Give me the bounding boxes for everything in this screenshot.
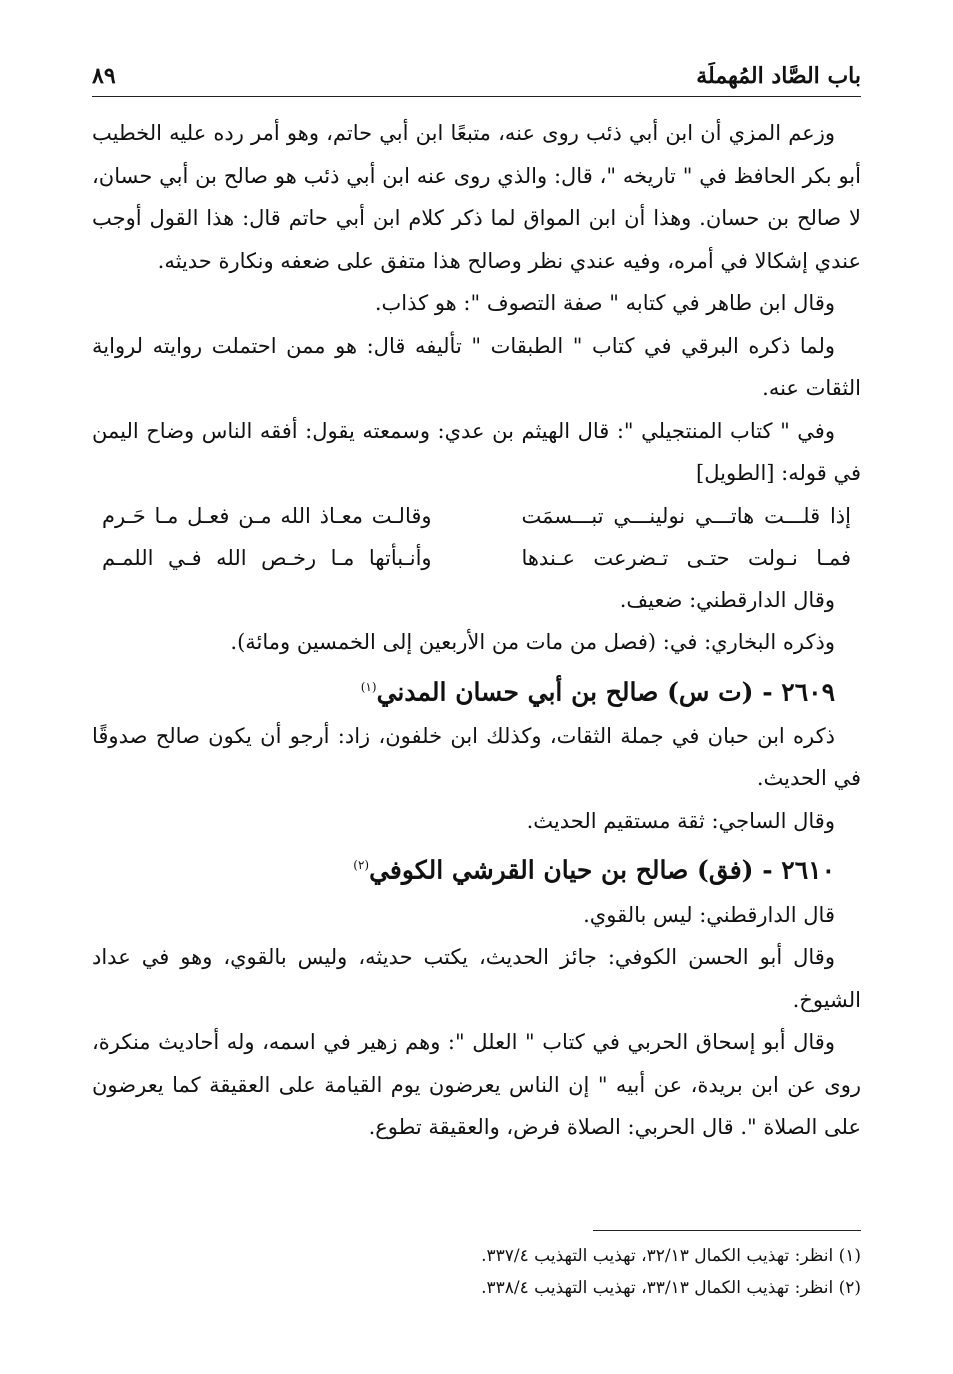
- paragraph: وزعم المزي أن ابن أبي ذئب روى عنه، متبعًا ابن أبي حاتم، وهو أمر رده عليه الخطيب أبو بكر الحافظ في " تاريخه "، قال: والذي روى عنه ابن أبي ذئب هو صالح بن أبي حسان، لا صالح بن حسان. وهذا أن ابن المواق لما ذكر كلام ابن أبي حاتم قال: هذا القول أوجب عندي إشكالا في أمره، وفيه عندي نظر وصالح هذا متفق على ضعفه ونكارة حديثه.: [92, 121, 861, 273]
- footnote-marker: (٢): [353, 858, 370, 873]
- verse-second-hemistich: وقالـت معـاذ الله مـن فعـل مـا حَـرم: [102, 503, 432, 528]
- paragraph: ولما ذكره البرقي في كتاب " الطبقات " تأليفه قال: هو ممن احتملت روايته لرواية الثقات عنه.: [92, 333, 861, 400]
- paragraph: وقال أبو إسحاق الحربي في كتاب " العلل ": وهم زهير في اسمه، وله أحاديث منكرة، روى عن ابن بريدة، عن أبيه " إن الناس يعرضون يوم القيامة على العقيقة كما يعرضون على الصلاة ". قال الحربي: الصلاة فرض، والعقيقة تطوع.: [92, 1030, 861, 1140]
- entry-heading-text: ٢٦٠٩ - (ت س) صالح بن أبي حسان المدني: [376, 676, 835, 706]
- verse-first-hemistich: فمـا نـولت حتـى تـضرعت عـندها: [521, 545, 851, 570]
- verse-first-hemistich: إذا قلـــت هاتـــي نولينـــي تبـــسمَت: [521, 503, 851, 528]
- entry-heading-text: ٢٦١٠ - (فق) صالح بن حيان القرشي الكوفي: [369, 855, 835, 885]
- paragraph: قال الدارقطني: ليس بالقوي.: [583, 902, 835, 927]
- entry-heading: [92, 664, 861, 715]
- paragraph: ذكره ابن حبان في جملة الثقات، وكذلك ابن خلفون، زاد: أرجو أن يكون صالح صدوقًا في الحديث.: [92, 723, 861, 791]
- paragraph: وفي " كتاب المنتجيلي ": قال الهيثم بن عدي: وسمعته يقول: أفقه الناس وضاح اليمن في قوله: [الطويل]: [92, 418, 861, 485]
- page-number: ٨٩: [92, 63, 116, 89]
- paragraph: وقال أبو الحسن الكوفي: جائز الحديث، يكتب حديثه، وليس بالقوي، وهو في عداد الشيوخ.: [92, 945, 861, 1012]
- footnote-marker: (١): [360, 679, 377, 694]
- footnote-divider: [593, 1230, 861, 1231]
- paragraph: وقال الساجي: ثقة مستقيم الحديث.: [526, 808, 835, 833]
- footnote: (١) انظر: تهذيب الكمال ٣٢/١٣، تهذيب التهذيب ٣٣٧/٤.: [481, 1246, 861, 1266]
- paragraph: وذكره البخاري: في: (فصل من مات من الأربعين إلى الخمسين ومائة).: [230, 630, 835, 654]
- main-text: [92, 112, 861, 1149]
- verse-second-hemistich: وأنـبأتها مـا رخـص الله فـي اللمـم: [102, 545, 432, 570]
- paragraph: وقال الدارقطني: ضعيف.: [619, 587, 835, 612]
- footnotes: [92, 1240, 861, 1304]
- paragraph: وقال ابن طاهر في كتابه " صفة التصوف ": هو كذاب.: [374, 291, 835, 315]
- running-header: [92, 56, 861, 97]
- poem-verse: [92, 495, 861, 537]
- poem-verse: [92, 537, 861, 579]
- footnote: (٢) انظر: تهذيب الكمال ٣٣/١٣، تهذيب التهذيب ٣٣٨/٤.: [481, 1278, 861, 1298]
- chapter-title: باب الصَّاد المُهملَة: [696, 63, 861, 89]
- entry-heading: [92, 842, 861, 893]
